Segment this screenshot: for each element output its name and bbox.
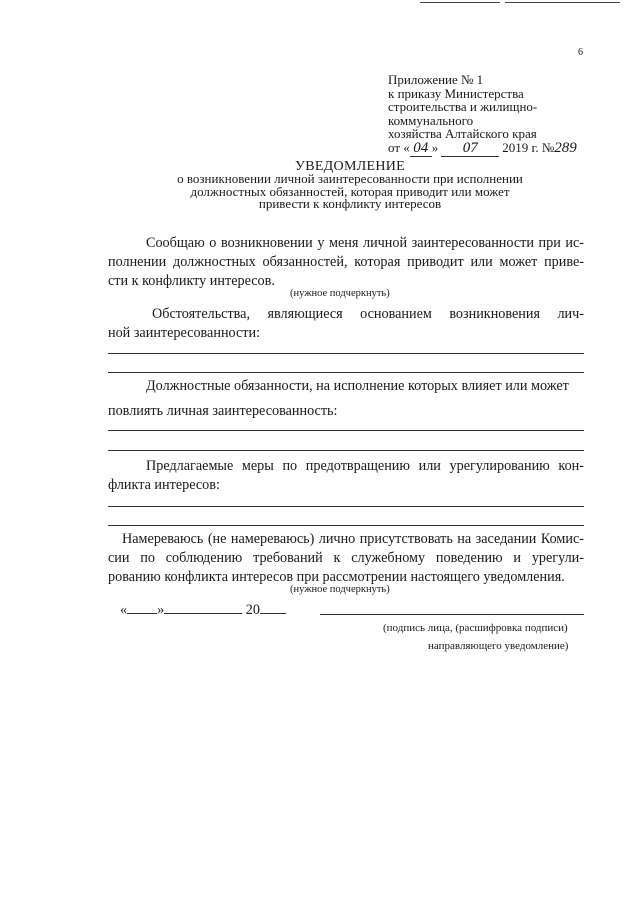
section-circumstances-line-1: Обстоятельства, являющиеся основанием возникновения лич- (152, 306, 584, 322)
signature-caption-2: направляющего уведомление) (428, 640, 569, 652)
section-measures (108, 457, 584, 495)
section-duties (108, 377, 584, 421)
blank-line-measures-1[interactable] (108, 506, 584, 507)
section-duties-line-2: повлиять личная заинтересованность: (108, 403, 338, 419)
signature-caption-1: (подпись лица, (расшифровка подписи) (383, 622, 568, 634)
date-month-blank[interactable] (164, 599, 242, 614)
appendix-block (388, 73, 577, 157)
section-duties-line-1: Должностные обязанности, на исполнение которых влияет или может (146, 378, 569, 394)
date-day-blank[interactable] (127, 599, 157, 614)
section-measures-line-2: фликта интересов: (108, 477, 220, 493)
top-edge-line-left (420, 2, 500, 3)
signature-date (120, 599, 286, 620)
document-title: УВЕДОМЛЕНИЕ (294, 159, 406, 174)
paragraph-report-line-3: сти к конфликту интересов. (108, 273, 275, 289)
signature-line[interactable] (320, 614, 584, 615)
section-circumstances (108, 305, 584, 343)
date-year-prefix: 20 (245, 602, 260, 618)
section-intention-line-3: рованию конфликта интересов при рассмотрении настоящего уведомления. (108, 569, 565, 585)
blank-line-circumstances-1[interactable] (108, 353, 584, 354)
blank-line-circumstances-2[interactable] (108, 372, 584, 373)
date-prefix: от « (388, 139, 410, 155)
section-intention-line-1: Намереваюсь (не намереваюсь) лично присутствовать на заседании Комис- (122, 531, 584, 547)
date-close-quote: » (157, 602, 165, 618)
paragraph-report (108, 234, 584, 291)
hint-underline-2: (нужное подчеркнуть) (290, 584, 390, 595)
appendix-line-3: строительства и жилищно- (388, 99, 538, 115)
blank-line-duties-1[interactable] (108, 430, 584, 431)
hint-underline-1: (нужное подчеркнуть) (290, 288, 390, 299)
subtitle-line-1: о возникновении личной заинтересованности при исполнении (177, 171, 523, 186)
document-subtitle (140, 173, 560, 211)
paragraph-report-line-2: полнении должностных обязанностей, которая приводит или может приве- (108, 254, 584, 270)
appendix-line-1: Приложение № 1 (388, 72, 484, 87)
appendix-line-2: к приказу Министерства (388, 85, 524, 101)
top-edge-line-right (505, 2, 620, 3)
section-intention-line-2: сии по соблюдению требований к служебному поведению и урегули- (108, 550, 584, 566)
section-circumstances-line-2: ной заинтересованности: (108, 325, 261, 341)
date-month: 07 (441, 142, 499, 157)
subtitle-line-3: привести к конфликту интересов (258, 196, 442, 212)
appendix-line-4: коммунального (388, 112, 474, 128)
date-year-blank[interactable] (260, 599, 286, 614)
subtitle-line-2: должностных обязанностей, которая приводит или может (190, 183, 510, 199)
appendix-line-5: хозяйства Алтайского края (388, 126, 537, 142)
section-measures-line-1: Предлагаемые меры по предотвращению или урегулированию кон- (146, 458, 584, 474)
appendix-date-line (388, 141, 577, 157)
paragraph-report-line-1: Сообщаю о возникновении у меня личной заинтересованности при ис- (146, 235, 584, 251)
section-intention (108, 530, 584, 587)
date-day: 04 (410, 142, 432, 157)
order-number: 289 (554, 139, 577, 156)
date-year: 2019 г. № (502, 139, 555, 155)
date-mid: » (431, 139, 439, 155)
blank-line-duties-2[interactable] (108, 450, 584, 451)
page-number: 6 (578, 47, 583, 58)
blank-line-measures-2[interactable] (108, 525, 584, 526)
date-open-quote: « (120, 602, 128, 618)
